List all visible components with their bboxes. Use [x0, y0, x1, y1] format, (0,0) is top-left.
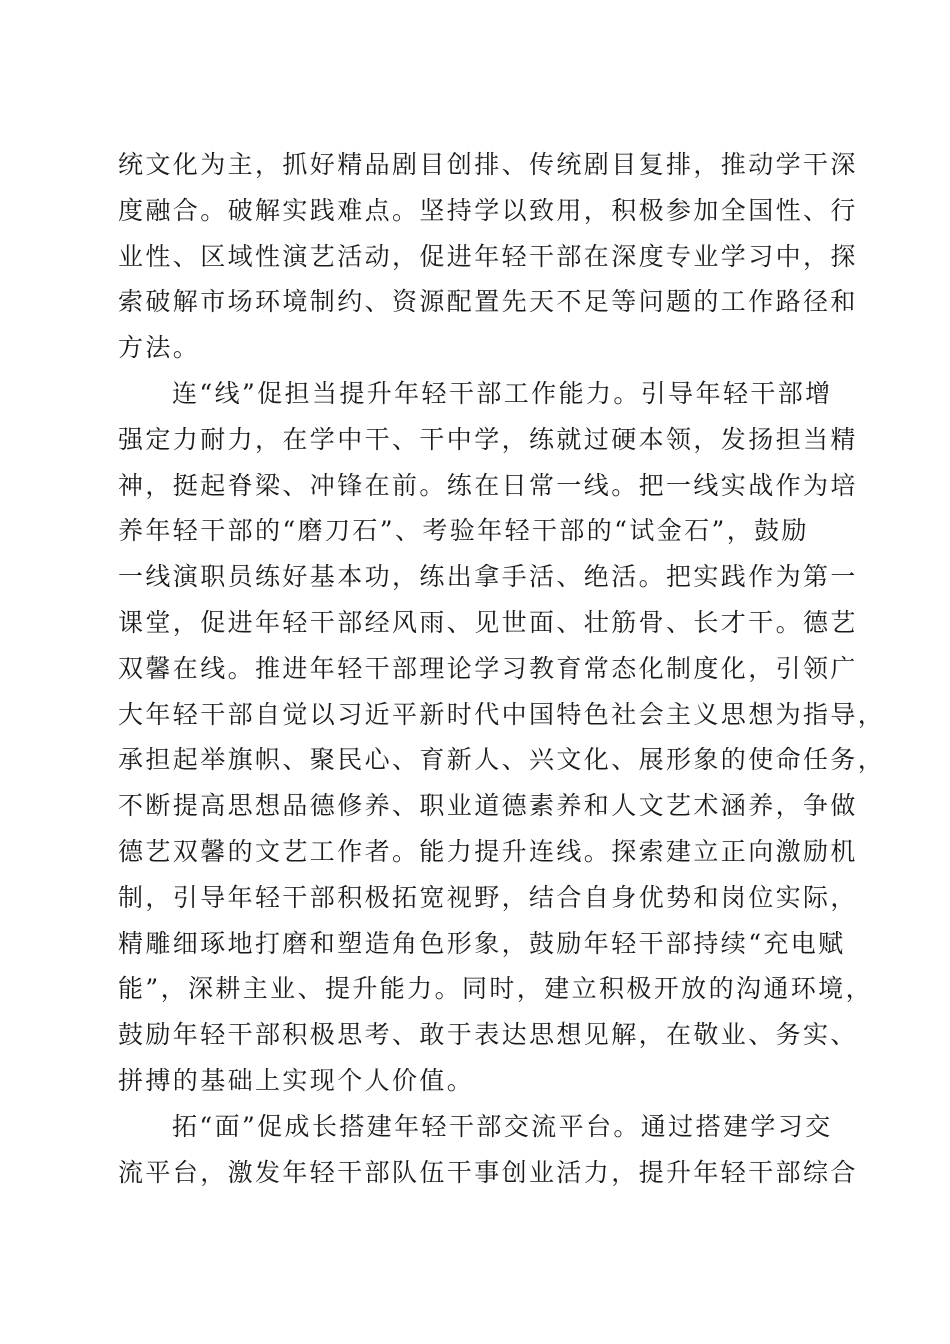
text-line: 不断提高思想品德修养、职业道德素养和人文艺术涵养，争做 [118, 791, 858, 821]
text-line: 一线演职员练好基本功，练出拿手活、绝活。把实践作为第一 [118, 562, 858, 592]
body-text [118, 142, 886, 1195]
text-line: 度融合。破解实践难点。坚持学以致用，积极参加全国性、行 [118, 195, 858, 225]
text-line: 承担起举旗帜、聚民心、育新人、兴文化、展形象的使命任务， [118, 745, 886, 775]
text-line: 鼓励年轻干部积极思考、敢于表达思想见解，在敬业、务实、 [118, 1020, 858, 1050]
text-line: 业性、区域性演艺活动，促进年轻干部在深度专业学习中，探 [118, 241, 858, 271]
text-line: 神，挺起脊梁、冲锋在前。练在日常一线。把一线实战作为培 [118, 470, 858, 500]
text-line: 能”，深耕主业、提升能力。同时，建立积极开放的沟通环境， [118, 974, 873, 1004]
paragraph-first-line: 连“线”促担当提升年轻干部工作能力。引导年轻干部增 [172, 378, 833, 408]
text-line: 索破解市场环境制约、资源配置先天不足等问题的工作路径和 [118, 287, 858, 317]
text-line: 拼搏的基础上实现个人价值。 [118, 1065, 475, 1095]
text-line: 双馨在线。推进年轻干部理论学习教育常态化制度化，引领广 [118, 653, 858, 683]
text-line: 精雕细琢地打磨和塑造角色形象，鼓励年轻干部持续“充电赋 [118, 928, 846, 958]
text-line: 德艺双馨的文艺工作者。能力提升连线。探索建立正向激励机 [118, 836, 858, 866]
text-line: 统文化为主，抓好精品剧目创排、传统剧目复排，推动学干深 [118, 150, 858, 179]
paragraph-first-line: 拓“面”促成长搭建年轻干部交流平台。通过搭建学习交 [172, 1111, 833, 1141]
text-line: 养年轻干部的“磨刀石”、考验年轻干部的“试金石”，鼓励 [118, 516, 809, 546]
text-line: 大年轻干部自觉以习近平新时代中国特色社会主义思想为指导， [118, 699, 886, 729]
text-line: 课堂，促进年轻干部经风雨、见世面、壮筋骨、长才干。德艺 [118, 607, 858, 637]
text-line: 流平台，激发年轻干部队伍干事创业活力，提升年轻干部综合 [118, 1157, 858, 1187]
text-line: 方法。 [118, 333, 201, 363]
text-line: 制，引导年轻干部积极拓宽视野，结合自身优势和岗位实际， [118, 882, 858, 912]
text-line: 强定力耐力，在学中干、干中学，练就过硬本领，发扬担当精 [118, 424, 858, 454]
